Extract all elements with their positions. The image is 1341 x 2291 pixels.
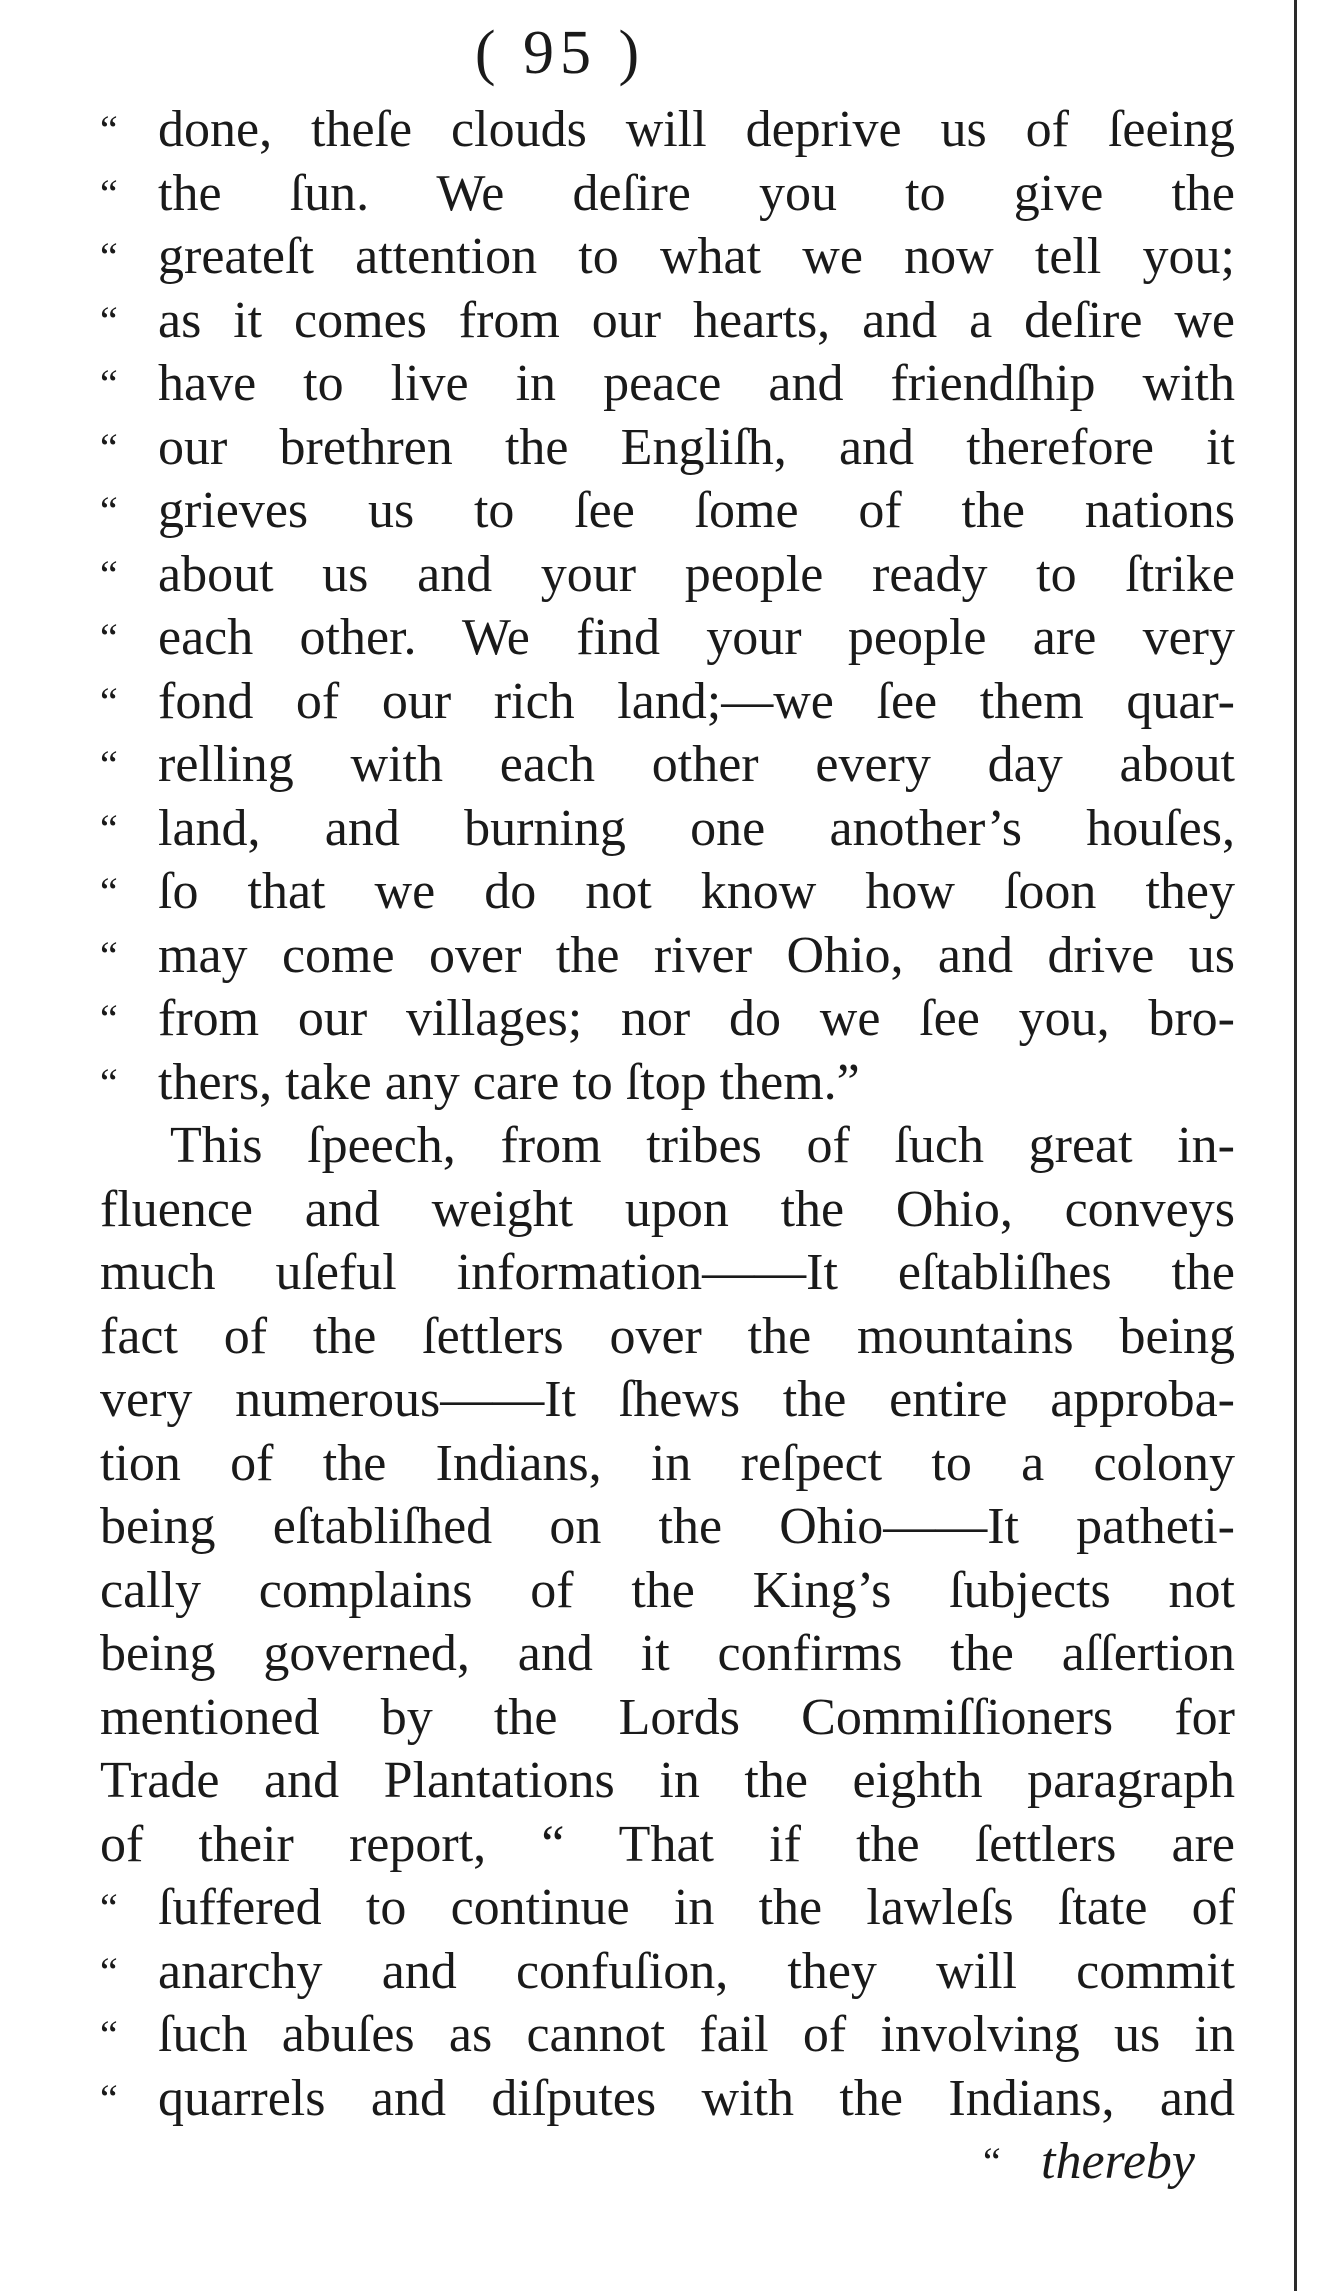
text-line: tion of the Indians, in reſpect to a colony: [100, 1434, 1235, 1492]
text-line: “ about us and your people ready to ſtrike: [100, 545, 1235, 603]
text-line: “ as it comes from our hearts, and a deſire we: [100, 291, 1235, 349]
text-line: much uſeful information——It eſtabliſhes the: [100, 1244, 1235, 1301]
text-line: Trade and Plantations in the eighth paragraph: [100, 1752, 1235, 1809]
text-line: “ ſo that we do not know how ſoon they: [100, 863, 1235, 920]
text-line: “ fond of our rich land;—we ſee them quar-: [100, 672, 1235, 730]
text-line: mentioned by the Lords Commiſſioners for: [100, 1688, 1235, 1746]
text-line: fact of the ſettlers over the mountains being: [100, 1307, 1235, 1365]
text-line: “ ſuffered to continue in the lawleſs ſtate of: [100, 1879, 1235, 1936]
text-line: of their report, “ That if the ſettlers are: [100, 1815, 1235, 1873]
catchword: “ thereby: [983, 2133, 1195, 2190]
text-line: cally complains of the King’s ſubjects not: [100, 1561, 1235, 1619]
text-line: “ done, theſe clouds will deprive us of ſeeing: [100, 101, 1235, 158]
text-line: fluence and weight upon the Ohio, conveys: [100, 1180, 1235, 1238]
text-line: “ have to live in peace and friendſhip with: [100, 355, 1235, 412]
text-line: “ land, and burning one another’s houſes,: [100, 799, 1235, 857]
text-line: being governed, and it confirms the aſſertion: [100, 1625, 1235, 1682]
text-line: “ each other. We find your people are very: [100, 609, 1235, 666]
text-line: “ may come over the river Ohio, and drive us: [100, 926, 1235, 984]
text-line: “ grieves us to ſee ſome of the nations: [100, 482, 1235, 539]
text-line: “ from our villages; nor do we ſee you, bro-: [100, 990, 1235, 1047]
body-text: [100, 98, 1235, 2194]
page-number: ( 95 ): [474, 19, 646, 87]
text-line: “ quarrels and diſputes with the Indians, and: [100, 2069, 1235, 2127]
text-line: “ ſuch abuſes as cannot fail of involving us in: [100, 2006, 1235, 2063]
page-edge-rule: [1294, 0, 1297, 2291]
text-line: “ the ſun. We deſire you to give the: [100, 164, 1235, 222]
text-line: “ anarchy and confuſion, they will commit: [100, 1942, 1235, 2000]
text-line: This ſpeech, from tribes of ſuch great in-: [170, 1117, 1235, 1174]
text-line: “ relling with each other every day about: [100, 736, 1235, 793]
text-line: being eſtabliſhed on the Ohio——It patheti-: [100, 1498, 1235, 1555]
text-line: very numerous——It ſhews the entire approba-: [100, 1371, 1235, 1428]
text-line: “ thers, take any care to ſtop them.”: [100, 1053, 860, 1111]
text-line: “ our brethren the Engliſh, and therefore it: [100, 418, 1235, 476]
text-line: “ greateſt attention to what we now tell you;: [100, 228, 1235, 285]
